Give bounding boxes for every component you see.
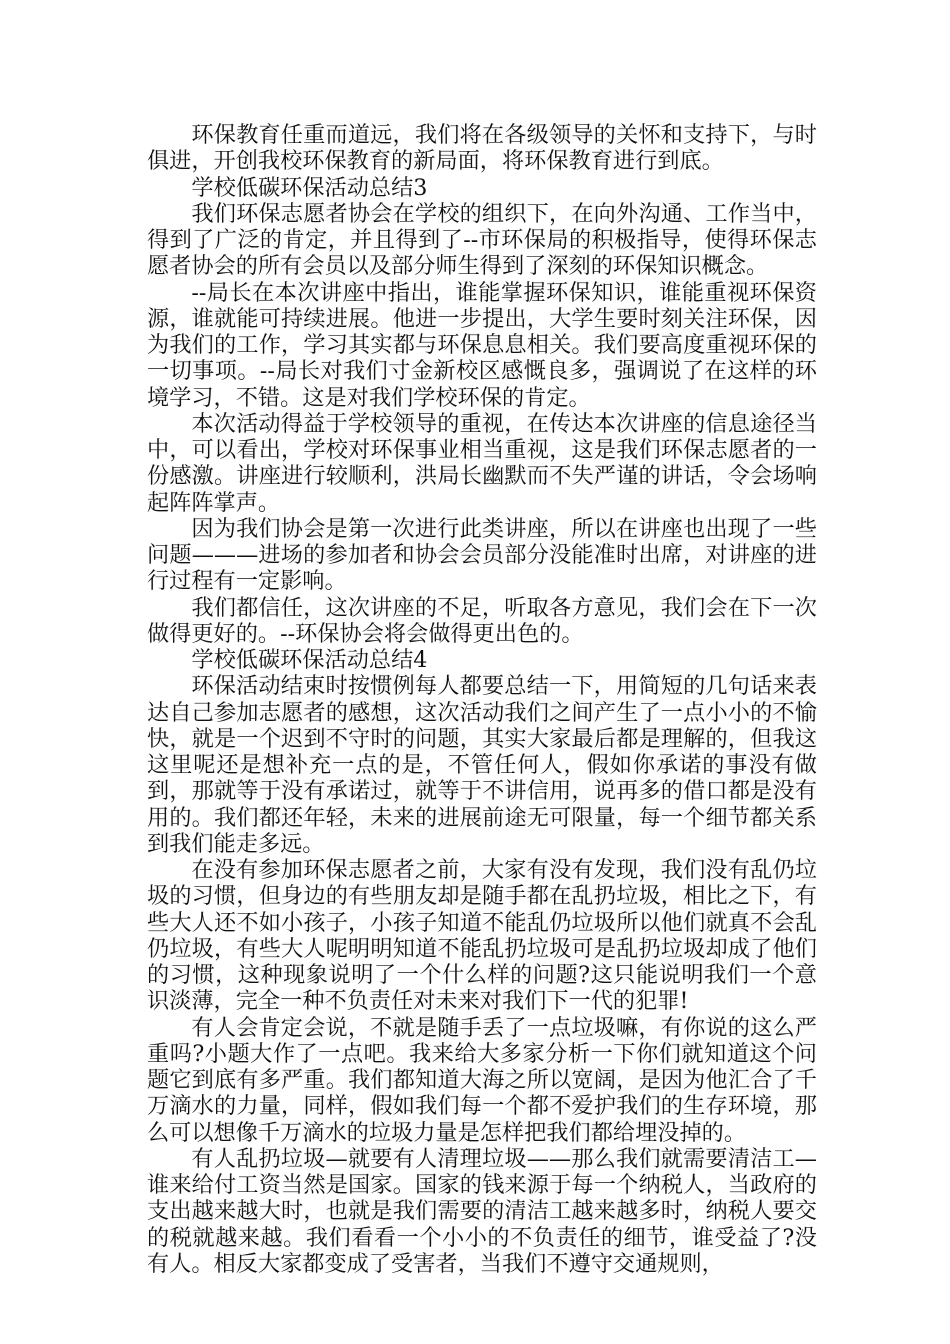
paragraph: 在没有参加环保志愿者之前，大家有没有发现，我们没有乱仍垃圾的习惯，但身边的有些朋友却是随手都在乱扔垃圾，相比之下，有些大人还不如小孩子，小孩子知道不能乱仍垃圾所以他们就真不会乱仍垃圾，有些大人呢明明知道不能乱扔垃圾可是乱扔垃圾却成了他们的习惯，这种现象说明了一个什么样的问题?这只能说明我们一个意识淡薄，完全一种不负责任对未来对我们下一代的犯罪!: [147, 857, 817, 1015]
document-page: [147, 122, 817, 1277]
paragraph: 有人会肯定会说，不就是随手丢了一点垃圾嘛，有你说的这么严重吗?小题大作了一点吧。我来给大多家分析一下你们就知道这个问题它到底有多严重。我们都知道大海之所以宽阔，是因为他汇合了千万滴水的力量，同样，假如我们每一个都不爱护我们的生存环境，那么可以想像千万滴水的垃圾力量是怎样把我们都给埋没掉的。: [147, 1014, 817, 1146]
paragraph: 因为我们协会是第一次进行此类讲座，所以在讲座也出现了一些问题———进场的参加者和协会会员部分没能准时出席，对讲座的进行过程有一定影响。: [147, 515, 817, 595]
paragraph: 有人乱扔垃圾—就要有人清理垃圾——那么我们就需要清洁工—谁来给付工资当然是国家。国家的钱来源于每一个纳税人，当政府的支出越来越大时，也就是我们需要的清洁工越来越多时，纳税人要交的税就越来越。我们看看一个小小的不负责任的细节，谁受益了?没有人。相反大家都变成了受害者，当我们不遵守交通规则，: [147, 1145, 817, 1277]
paragraph: 我们都信任，这次讲座的不足，听取各方意见，我们会在下一次做得更好的。--环保协会将会做得更出色的。: [147, 594, 817, 647]
section-heading: 学校低碳环保活动总结4: [191, 647, 428, 673]
paragraph: 环保活动结束时按惯例每人都要总结一下，用简短的几句话来表达自己参加志愿者的感想，这次活动我们之间产生了一点小小的不愉快，就是一个迟到不守时的问题，其实大家最后都是理解的，但我这这里呢还是想补充一点的是，不管任何人，假如你承诺的事没有做到，那就等于没有承诺过，就等于不讲信用，说再多的借口都是没有用的。我们都还年轻，未来的进展前途无可限量，每一个细节都关系到我们能走多远。: [147, 673, 817, 857]
paragraph: --局长在本次讲座中指出，谁能掌握环保知识，谁能重视环保资源，谁就能可持续进展。他进一步提出，大学生要时刻关注环保，因为我们的工作，学习其实都与环保息息相关。我们要高度重视环保的一切事项。--局长对我们寸金新校区感慨良多，强调说了在这样的环境学习，不错。这是对我们学校环保的肯定。: [147, 279, 817, 411]
paragraph: 环保教育任重而道远，我们将在各级领导的关怀和支持下，与时俱进，开创我校环保教育的新局面，将环保教育进行到底。: [147, 122, 817, 175]
paragraph: 我们环保志愿者协会在学校的组织下，在向外沟通、工作当中，得到了广泛的肯定，并且得到了--市环保局的积极指导，使得环保志愿者协会的所有会员以及部分师生得到了深刻的环保知识概念。: [147, 200, 817, 280]
paragraph: 本次活动得益于学校领导的重视，在传达本次讲座的信息途径当中，可以看出，学校对环保事业相当重视，这是我们环保志愿者的一份感激。讲座进行较顺利，洪局长幽默而不失严谨的讲话，令会场响起阵阵掌声。: [147, 410, 817, 516]
section-heading: 学校低碳环保活动总结3: [191, 174, 428, 201]
